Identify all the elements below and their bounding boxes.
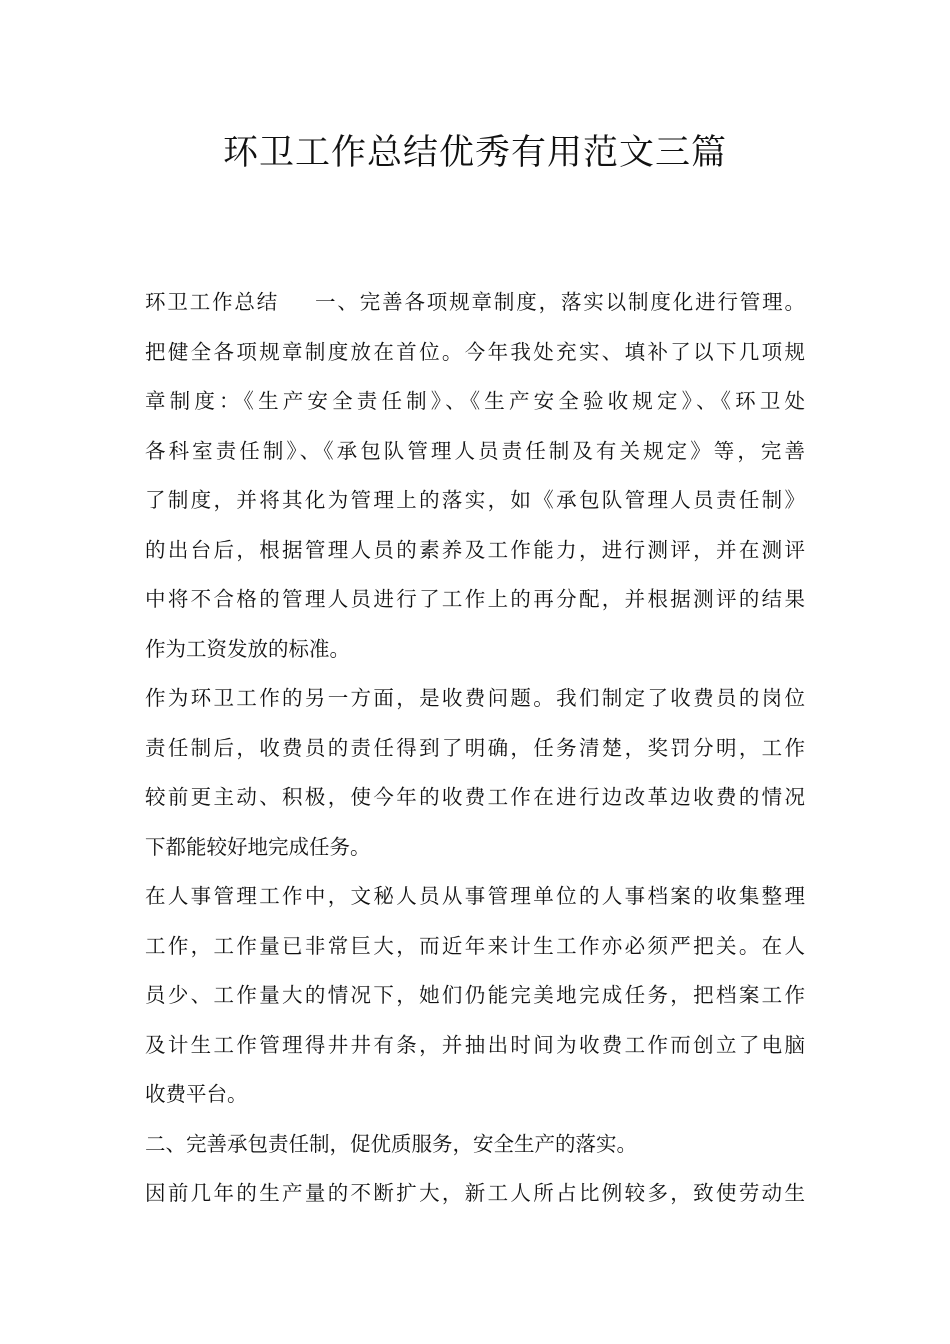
body-line: 中将不合格的管理人员进行了工作上的再分配，并根据测评的结果 — [145, 587, 805, 611]
body-line: 下都能较好地完成任务。 — [145, 834, 371, 859]
body-line: 作为环卫工作的另一方面，是收费问题。我们制定了收费员的岗位 — [145, 686, 805, 710]
line-text: 一、完善各项规章制度，落实以制度化进行管理。 — [313, 290, 805, 314]
lead-label: 环卫工作总结 — [145, 290, 280, 314]
body-line: 的出台后，根据管理人员的素养及工作能力，进行测评，并在测评 — [145, 537, 805, 562]
body-line: 因前几年的生产量的不断扩大，新工人所占比例较多，致使劳动生 — [145, 1181, 805, 1205]
body-line: 收费平台。 — [145, 1082, 248, 1106]
body-line: 员少、工作量大的情况下，她们仍能完美地完成任务，把档案工作 — [145, 983, 805, 1007]
body-lines — [145, 328, 805, 1219]
body-line: 二、完善承包责任制，促优质服务，安全生产的落实。 — [145, 1131, 637, 1156]
body-line: 较前更主动、积极，使今年的收费工作在进行边改革边收费的情况 — [145, 785, 805, 809]
body-line: 责任制后，收费员的责任得到了明确，任务清楚，奖罚分明，工作 — [145, 735, 805, 760]
document-body — [145, 278, 805, 1219]
body-line: 各科室责任制》、《承包队管理人员责任制及有关规定》等，完善 — [145, 438, 805, 463]
body-line: 在人事管理工作中，文秘人员从事管理单位的人事档案的收集整理 — [145, 884, 805, 908]
body-line — [145, 278, 805, 328]
body-line: 及计生工作管理得井井有条，并抽出时间为收费工作而创立了电脑 — [145, 1032, 805, 1057]
body-line: 作为工资发放的标准。 — [145, 636, 350, 661]
document-title: 环卫工作总结优秀有用范文三篇 — [222, 133, 727, 173]
body-line: 章制度：《生产安全责任制》、《生产安全验收规定》、《环卫处 — [145, 389, 805, 413]
body-line: 把健全各项规章制度放在首位。今年我处充实、填补了以下几项规 — [145, 339, 805, 364]
body-line: 工作，工作量已非常巨大，而近年来计生工作亦必须严把关。在人 — [145, 933, 805, 958]
body-line: 了制度，并将其化为管理上的落实，如《承包队管理人员责任制》 — [145, 488, 805, 512]
